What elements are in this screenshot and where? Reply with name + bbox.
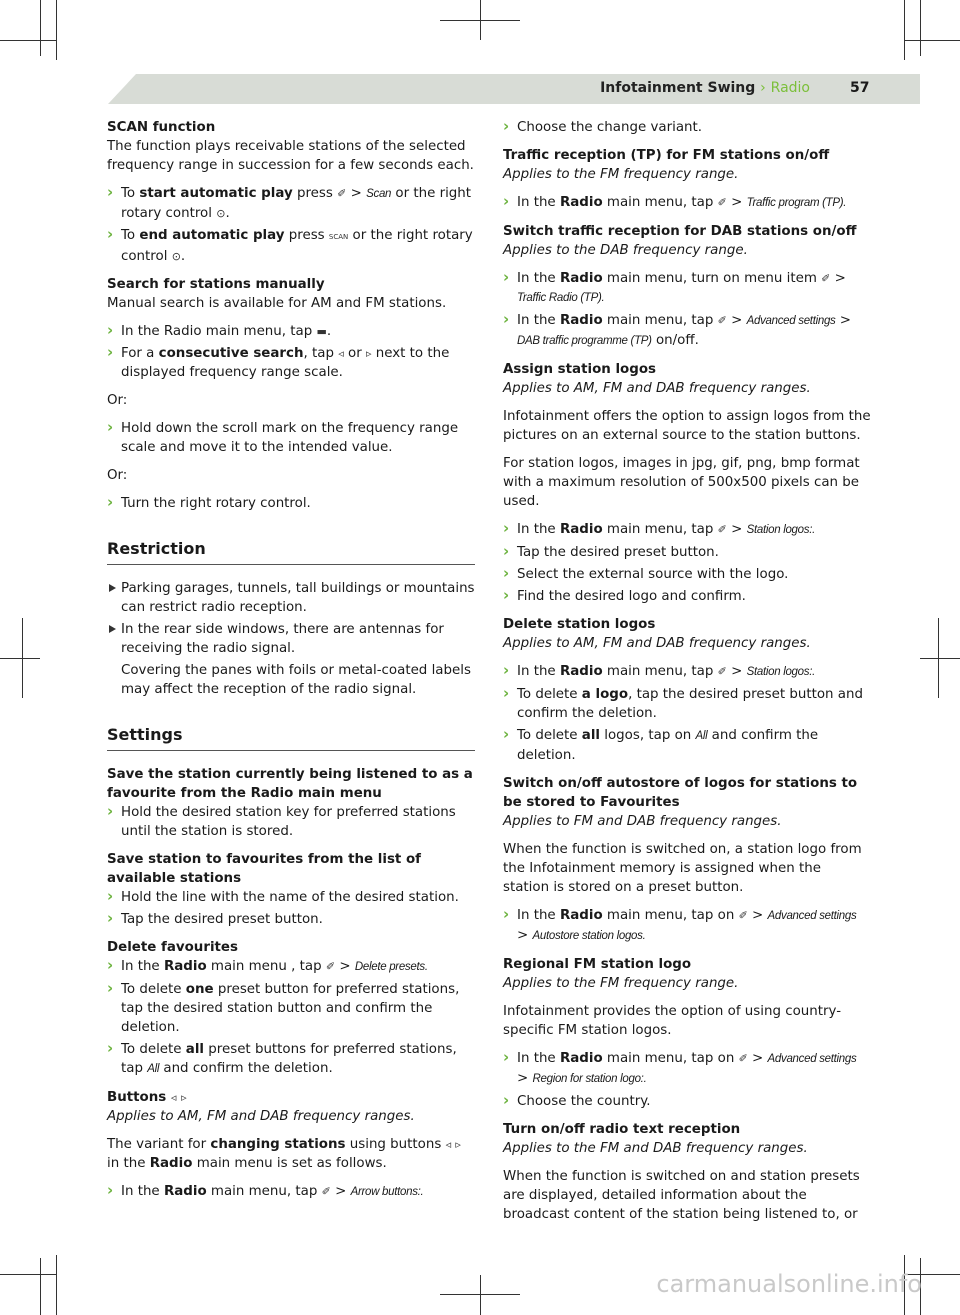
autostore-desc: When the function is switched on, a station logo from the Infotainment memory is assigned when the station is stored on a preset button. [503,842,862,895]
regional-applies: Applies to the FM frequency range. [503,976,739,991]
restriction-item: In the rear side windows, there are antennas for receiving the radio signal. [107,620,475,658]
tp-title: Traffic reception (TP) for FM stations on/off [503,148,830,163]
bar-icon: ▬ [316,325,327,338]
dellogo-step: › In the Radio main menu, tap ✐ > Station logos:. [503,662,871,682]
right-arrow-icon: ▹ [455,1138,461,1151]
left-column [107,118,475,1211]
breadcrumb-title: Infotainment Swing [600,80,756,96]
crop-mark [480,0,481,40]
savelist-step: › Tap the desired preset button. [107,910,475,929]
crop-mark [0,658,40,659]
crop-mark [904,0,905,60]
settings-icon: ✐ [821,272,831,285]
dellogo-step: › To delete all logos, tap on All and confirm the deletion. [503,726,871,765]
right-column [503,118,871,1233]
scan-step-start: › To start automatic play press ✐ > Scan or the right rotary control ⊙. [107,184,475,223]
manual-step: › In the Radio main menu, tap ▬. [107,322,475,341]
scan-desc: The function plays receivable stations of the selected frequency range in succession for a few seconds each. [107,139,474,173]
settings-icon: ✐ [738,909,748,922]
settings-icon: ✐ [325,960,336,973]
settings-icon: ✐ [717,196,727,209]
autostore-title: Switch on/off autostore of logos for stations to be stored to Favourites [503,776,858,810]
restriction-note: Covering the panes with foils or metal-coated labels may affect the reception of the radio signal. [121,663,471,697]
savelist-step: › Hold the line with the name of the desired station. [107,888,475,907]
save-step: › Hold the desired station key for preferred stations until the station is stored. [107,803,475,841]
dellogo-step: › To delete a logo, tap the desired preset button and confirm the deletion. [503,685,871,723]
rotary-control-icon: ⊙ [216,207,226,220]
choose-step: › Choose the change variant. [503,118,871,137]
tp-applies: Applies to the FM frequency range. [503,167,739,182]
arrow-icon: > [839,313,851,328]
arrow-icon: > [517,928,529,943]
settings-icon: ✐ [717,665,727,678]
dabtp-step: › In the Radio main menu, turn on menu item ✐ > Traffic Radio (TP). [503,269,871,308]
settings-icon: ✐ [738,1052,748,1065]
dabtp-step: › In the Radio main menu, tap ✐ > Advanced settings > DAB traffic programme (TP) on/off. [503,311,871,351]
left-arrow-icon: ◃ [445,1138,452,1151]
manual-desc: Manual search is available for AM and FM stations. [107,296,447,311]
logos-desc: For station logos, images in jpg, gif, png, bmp format with a maximum resolution of 500x500 pixels can be used. [503,456,860,509]
dabtp-title: Switch traffic reception for DAB stations on/off [503,224,857,239]
dellogo-title: Delete station logos [503,617,656,632]
regional-desc: Infotainment provides the option of using country-specific FM station logos. [503,1004,842,1038]
crop-mark [40,1258,41,1315]
watermark: carmanualsonline.info [656,1270,922,1298]
crop-mark [56,0,57,60]
crop-mark [40,0,41,56]
crop-mark [920,0,921,56]
regional-title: Regional FM station logo [503,957,692,972]
restriction-item: Parking garages, tunnels, tall buildings or mountains can restrict radio reception. [107,579,475,617]
buttons-applies: Applies to AM, FM and DAB frequency ranges. [107,1109,415,1124]
settings-icon: ✐ [337,187,347,200]
autostore-step: › In the Radio main menu, tap on ✐ > Advanced settings > Autostore station logos. [503,906,871,946]
delfav-title: Delete favourites [107,940,238,955]
breadcrumb-section: Radio [770,80,810,96]
crop-mark [22,618,23,698]
or-text: Or: [107,393,128,408]
breadcrumb [600,80,810,96]
logos-applies: Applies to AM, FM and DAB frequency ranges. [503,381,811,396]
section-heading-restriction: Restriction [107,539,475,565]
arrow-icon: > [350,186,362,201]
arrow-icon: > [335,1184,347,1199]
crop-mark [938,618,939,698]
or-text: Or: [107,468,128,483]
logos-step: › Tap the desired preset button. [503,543,871,562]
autostore-applies: Applies to FM and DAB frequency ranges. [503,814,782,829]
buttons-title: Buttons ◃ ▹ [107,1090,187,1105]
breadcrumb-separator: › [760,80,766,96]
settings-icon: ✐ [717,523,727,536]
delfav-step: › To delete all preset buttons for preferred stations, tap All and confirm the deletion. [107,1040,475,1079]
delfav-step: › In the Radio main menu , tap ✐ > Delete presets. [107,957,475,977]
arrow-icon: > [731,195,743,210]
logos-step: › In the Radio main menu, tap ✐ > Station logos:. [503,520,871,540]
logos-step: › Find the desired logo and confirm. [503,587,871,606]
arrow-icon: > [731,522,743,537]
settings-icon: ✐ [717,314,727,327]
savelist-title: Save station to favourites from the list of available stations [107,852,421,886]
crop-mark [480,1275,481,1315]
crop-mark [904,40,960,41]
rtext-desc: When the function is switched on and station presets are displayed, detailed information about the broadcast content of the station being listened to, or [503,1169,860,1222]
dellogo-applies: Applies to AM, FM and DAB frequency ranges. [503,636,811,651]
regional-step: › Choose the country. [503,1092,871,1111]
manual-step: › Hold down the scroll mark on the frequency range scale and move it to the intended value. [107,419,475,457]
scan-icon: SCAN [328,233,349,241]
section-heading-settings: Settings [107,725,475,751]
left-arrow-icon: ◃ [338,347,344,360]
crop-mark [0,40,56,41]
arrow-icon: > [834,271,846,286]
arrow-icon: > [339,959,351,974]
crop-mark [0,1274,56,1275]
rotary-control-icon: ⊙ [171,250,181,263]
arrow-icon: > [752,908,764,923]
left-arrow-icon: ◃ [170,1091,177,1104]
arrow-icon: > [731,664,743,679]
regional-step: › In the Radio main menu, tap on ✐ > Advanced settings > Region for station logo:. [503,1049,871,1089]
rtext-title: Turn on/off radio text reception [503,1122,741,1137]
logos-desc: Infotainment offers the option to assign logos from the pictures on an external source to the station buttons. [503,409,871,443]
save-title: Save the station currently being listened to as a favourite from the Radio main menu [107,767,473,801]
right-arrow-icon: ▹ [181,1091,187,1104]
manual-step: › Turn the right rotary control. [107,494,475,513]
dabtp-applies: Applies to the DAB frequency range. [503,243,748,258]
tp-step: › In the Radio main menu, tap ✐ > Traffic program (TP). [503,193,871,213]
scan-step-end: › To end automatic play press SCAN or the right rotary control ⊙. [107,226,475,266]
delfav-step: › To delete one preset button for preferred stations, tap the desired station button and confirm the deletion. [107,980,475,1037]
arrow-icon: > [731,313,743,328]
arrow-icon: > [752,1051,764,1066]
logos-title: Assign station logos [503,362,657,377]
page-number: 57 [850,80,870,96]
right-arrow-icon: ▹ [365,347,372,360]
buttons-step: › In the Radio main menu, tap ✐ > Arrow buttons:. [107,1182,475,1202]
logos-step: › Select the external source with the logo. [503,565,871,584]
scan-title: SCAN function [107,120,216,135]
manual-step: › For a consecutive search, tap ◃ or ▹ next to the displayed frequency range scale. [107,344,475,382]
rtext-applies: Applies to the FM and DAB frequency ranges. [503,1141,808,1156]
crop-mark [56,1255,57,1315]
arrow-icon: > [517,1071,529,1086]
buttons-desc: The variant for changing stations using buttons ◃ ▹ in the Radio main menu is set as follows. [107,1137,461,1171]
manual-title: Search for stations manually [107,277,325,292]
settings-icon: ✐ [321,1185,331,1198]
crop-mark [920,658,960,659]
